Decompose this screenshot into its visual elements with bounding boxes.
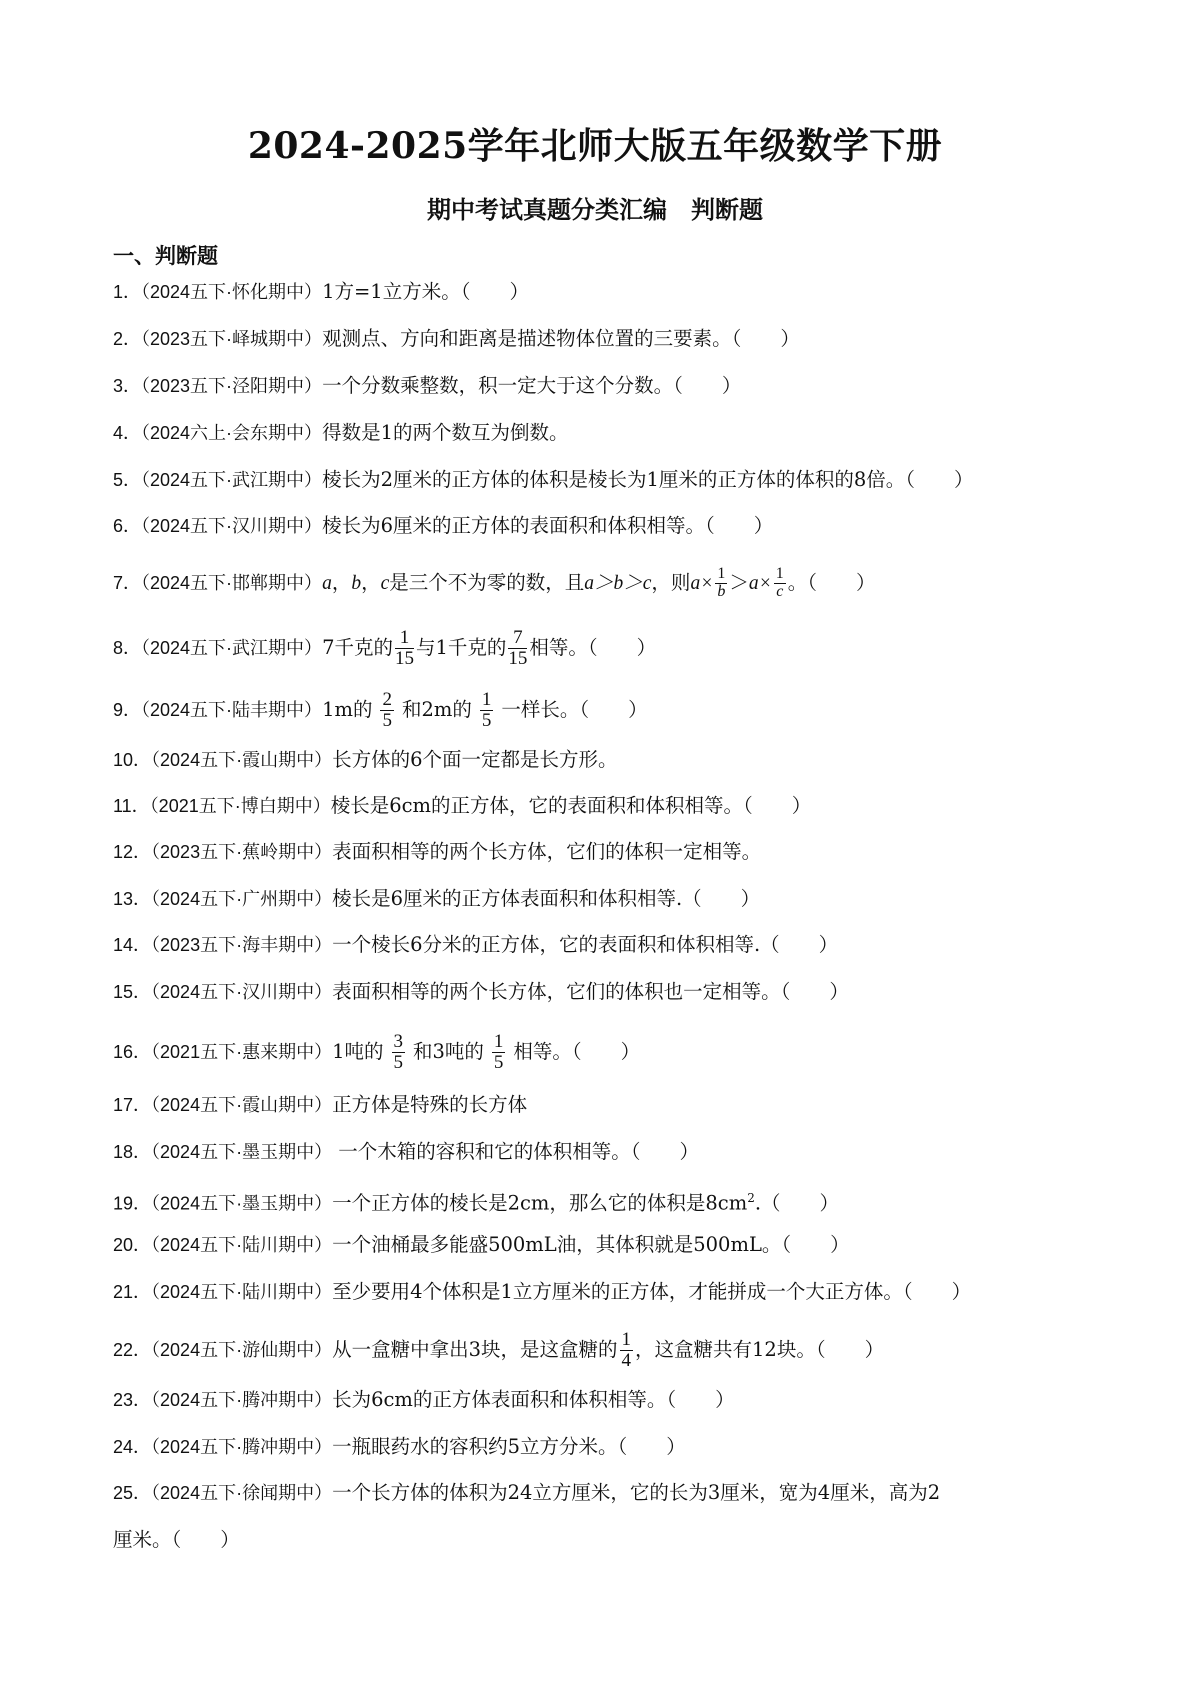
question-tail: 相等。（ ） [513, 1039, 641, 1063]
text-fragment: 和2m的 [401, 697, 472, 721]
numerator: 1 [717, 565, 726, 582]
text-fragment: 一个正方体的棱长是2cm，那么它的体积是8cm [332, 1191, 748, 1215]
question-number: 7． [113, 572, 142, 593]
question-text: 棱长为6厘米的正方体的表面积和体积相等。（ ） [322, 514, 774, 537]
question-1 [113, 278, 529, 306]
question-source: （2024五下·霞山期中） [151, 750, 333, 770]
denominator: b [717, 582, 726, 600]
question-text: 一个油桶最多能盛500mL油，其体积就是500mL。（ ） [332, 1233, 850, 1256]
question-source: （2024五下·广州期中） [151, 889, 333, 909]
question-number: 10． [113, 750, 152, 770]
denominator: 5 [481, 709, 492, 731]
denominator: 4 [621, 1349, 631, 1371]
question-text: 长方体的6个面一定都是长方形。 [332, 748, 618, 771]
question-21 [113, 1278, 971, 1306]
question-number: 3． [113, 376, 142, 396]
denominator: c [776, 582, 784, 600]
question-source: （2024五下·汉川期中） [141, 516, 323, 536]
question-text: 观测点、方向和距离是描述物体位置的三要素。（ ） [322, 327, 800, 350]
numerator: 1 [493, 1031, 504, 1052]
denominator: 5 [382, 709, 392, 731]
question-number: 9． [113, 699, 142, 720]
numerator: 1 [621, 1329, 631, 1350]
question-source: （2024六上·会东期中） [141, 423, 323, 443]
question-source: （2024五下·墨玉期中） [151, 1142, 333, 1162]
text-fragment: ， [331, 570, 352, 594]
fraction [508, 628, 527, 669]
question-number: 17． [113, 1095, 152, 1115]
text-fragment: 与1千克的 [415, 635, 507, 659]
question-number: 13． [113, 889, 152, 909]
question-9 [113, 690, 648, 731]
question-6 [113, 512, 773, 540]
fraction [480, 690, 494, 731]
question-number: 5． [113, 470, 142, 490]
question-source: （2024五下·陆丰期中） [141, 699, 323, 720]
question-source: （2024五下·陆川期中） [151, 1235, 333, 1255]
question-source: （2024五下·腾冲期中） [151, 1437, 333, 1457]
question-text: 得数是1的两个数互为倒数。 [322, 421, 569, 444]
question-24 [113, 1433, 686, 1461]
question-tail: 相等。（ ） [529, 635, 657, 659]
text-fragment: 从一盒糖中拿出3块，是这盒糖的 [332, 1337, 618, 1361]
question-number: 4． [113, 423, 142, 443]
question-number: 8． [113, 637, 142, 658]
question-tail: 一样长。（ ） [501, 697, 648, 721]
text-fragment: ，则 [651, 570, 691, 594]
variable-a: a [322, 572, 332, 594]
question-25 [113, 1479, 940, 1507]
fraction [395, 628, 414, 669]
question-text: 正方体是特殊的长方体 [332, 1093, 528, 1116]
question-text: 一个分数乘整数，积一定大于这个分数。（ ） [322, 374, 742, 397]
question-source: （2024五下·陆川期中） [151, 1282, 333, 1302]
variable-c: c [380, 572, 390, 594]
fraction [492, 1032, 506, 1073]
question-source: （2021五下·惠来期中） [151, 1041, 333, 1062]
question-source: （2024五下·徐闻期中） [151, 1483, 333, 1503]
question-text: 表面积相等的两个长方体，它们的体积也一定相等。（ ） [332, 980, 849, 1003]
page-title: 2024-2025学年北师大版五年级数学下册 [247, 125, 943, 167]
question-number: 16． [113, 1041, 152, 1062]
fraction [715, 566, 727, 601]
question-text: 棱长是6cm的正方体，它的表面积和体积相等。（ ） [330, 794, 812, 817]
inequality: a＞b＞c [584, 572, 652, 594]
question-number: 19． [113, 1193, 152, 1214]
denominator: 15 [394, 647, 414, 669]
question-18 [113, 1138, 699, 1166]
question-text: 长为6cm的正方体表面积和体积相等。（ ） [332, 1388, 735, 1411]
question-number: 14． [113, 935, 152, 955]
fraction [774, 566, 786, 601]
question-8 [113, 628, 656, 669]
question-text: 一瓶眼药水的容积约5立方分米。（ ） [332, 1435, 686, 1458]
numerator: 1 [481, 689, 492, 710]
question-number: 1． [113, 282, 142, 302]
question-11 [113, 792, 811, 820]
question-number: 15． [113, 982, 152, 1002]
question-number: 23． [113, 1390, 152, 1410]
question-text: 表面积相等的两个长方体，它们的体积一定相等。 [332, 840, 762, 863]
question-source: （2024五下·墨玉期中） [151, 1193, 333, 1214]
text-fragment: 和3吨的 [413, 1039, 484, 1063]
question-text: 一个木箱的容积和它的体积相等。（ ） [332, 1140, 700, 1163]
question-source: （2023五下·蕉岭期中） [151, 842, 333, 862]
question-text: 棱长是6厘米的正方体表面积和体积相等.（ ） [332, 887, 761, 910]
question-22 [113, 1330, 884, 1371]
question-text: 至少要用4个体积是1立方厘米的正方体，才能拼成一个大正方体。（ ） [332, 1280, 972, 1303]
question-tail: .（ ） [754, 1191, 840, 1215]
question-source: （2024五下·腾冲期中） [151, 1390, 333, 1410]
numerator: 1 [775, 565, 784, 582]
question-20 [113, 1231, 850, 1259]
text-fragment: ， [361, 570, 381, 594]
numerator: 7 [508, 628, 527, 649]
question-5 [113, 466, 974, 494]
question-number: 22． [113, 1339, 152, 1360]
text-fragment: ＞ [729, 570, 749, 594]
question-14 [113, 931, 838, 959]
question-source: （2024五下·武江期中） [141, 470, 323, 490]
page-subtitle: 期中考试真题分类汇编 判断题 [427, 196, 763, 224]
question-15 [113, 978, 849, 1006]
numerator: 3 [393, 1031, 403, 1052]
question-3 [113, 372, 741, 400]
fraction [380, 690, 394, 731]
question-source: （2021五下·博白期中） [149, 796, 331, 816]
question-source: （2024五下·怀化期中） [141, 282, 323, 302]
expression: a× [690, 572, 714, 594]
question-number: 20． [113, 1235, 152, 1255]
question-source: （2023五下·海丰期中） [151, 935, 333, 955]
question-number: 2． [113, 329, 142, 349]
question-19 [113, 1184, 839, 1218]
question-text: 1方=1立方米。（ ） [322, 280, 529, 303]
question-source: （2024五下·武江期中） [141, 637, 323, 658]
text-fragment: 是三个不为零的数，且 [389, 570, 585, 594]
question-text: 棱长为2厘米的正方体的体积是棱长为1厘米的正方体的体积的8倍。（ ） [322, 468, 974, 491]
question-23 [113, 1386, 735, 1414]
variable-b: b [351, 572, 362, 594]
question-12 [113, 838, 761, 866]
question-source: （2024五下·游仙期中） [151, 1339, 333, 1360]
question-number: 24． [113, 1437, 152, 1457]
question-13 [113, 885, 760, 913]
question-number: 6． [113, 516, 142, 536]
question-tail: ，这盒糖共有12块。（ ） [635, 1337, 885, 1361]
question-4 [113, 419, 568, 447]
fraction [620, 1330, 634, 1371]
denominator: 5 [493, 1051, 504, 1073]
question-source: （2024五下·邯郸期中） [141, 572, 323, 593]
question-10 [113, 746, 618, 774]
question-16 [113, 1032, 640, 1073]
question-source: （2024五下·霞山期中） [151, 1095, 333, 1115]
numerator: 1 [395, 628, 414, 649]
fraction [392, 1032, 406, 1073]
question-text: 一个长方体的体积为24立方厘米，它的长为3厘米，宽为4厘米，高为2 [332, 1481, 941, 1504]
question-text: 一个棱长6分米的正方体，它的表面积和体积相等.（ ） [332, 933, 839, 956]
question-number: 21． [113, 1282, 152, 1302]
question-source: （2023五下·泾阳期中） [141, 376, 323, 396]
question-tail: 。（ ） [787, 570, 876, 594]
question-7 [113, 566, 876, 601]
question-number: 25． [113, 1483, 152, 1503]
question-number: 11． [113, 796, 150, 816]
text-fragment: 1吨的 [332, 1039, 384, 1063]
question-source: （2023五下·峄城期中） [141, 329, 323, 349]
question-2 [113, 325, 800, 353]
denominator: 5 [393, 1051, 403, 1073]
superscript: 2 [747, 1191, 755, 1205]
text-fragment: 1m的 [322, 697, 373, 721]
text-fragment: 7千克的 [322, 635, 393, 659]
question-25-continuation: 厘米。（ ） [113, 1528, 240, 1551]
question-17 [113, 1091, 527, 1119]
denominator: 15 [508, 647, 528, 669]
numerator: 2 [382, 689, 392, 710]
question-number: 12． [113, 842, 152, 862]
section-heading: 一、判断题 [113, 244, 218, 268]
question-source: （2024五下·汉川期中） [151, 982, 333, 1002]
expression: a× [748, 572, 772, 594]
question-number: 18． [113, 1142, 152, 1162]
